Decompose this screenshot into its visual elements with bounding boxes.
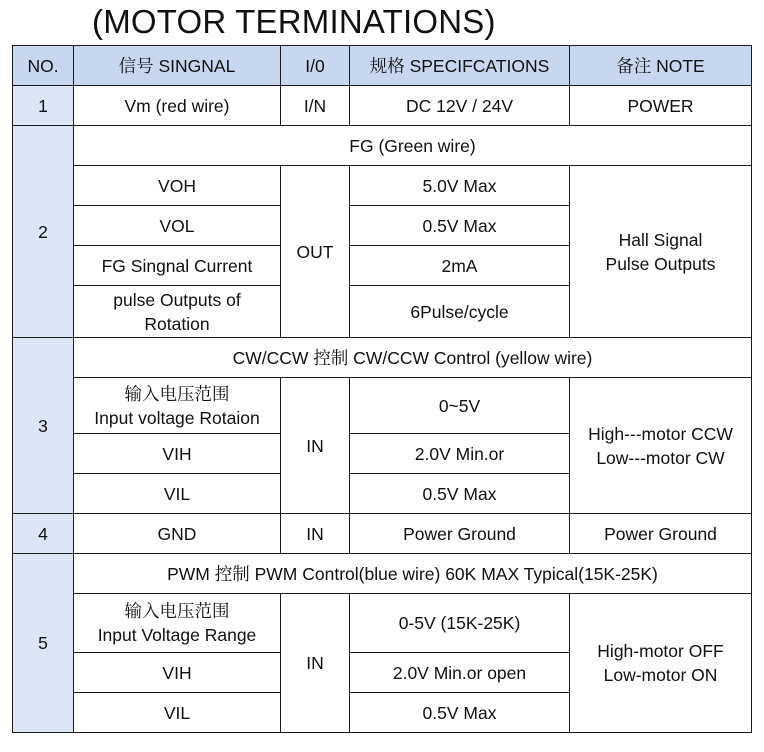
spec-cell: 6Pulse/cycle bbox=[350, 286, 570, 338]
table-row bbox=[13, 166, 752, 206]
signal-line: 输入电压范围 bbox=[124, 383, 230, 404]
note-cell bbox=[570, 166, 752, 338]
row-number-cell: 4 bbox=[13, 514, 74, 554]
motor-terminations-table bbox=[12, 45, 752, 733]
note-cell: Power Ground bbox=[570, 514, 752, 554]
signal-line: Input Voltage Range bbox=[97, 625, 257, 645]
spec-cell: Power Ground bbox=[350, 514, 570, 554]
spec-cell: 5.0V Max bbox=[350, 166, 570, 206]
header-io: I/0 bbox=[281, 46, 350, 86]
io-cell: I/N bbox=[281, 86, 350, 126]
table-row bbox=[13, 594, 752, 653]
spec-cell: 0~5V bbox=[350, 378, 570, 434]
note-line: High-motor OFF bbox=[597, 641, 724, 661]
header-signal: 信号 SINGNAL bbox=[74, 46, 281, 86]
header-note: 备注 NOTE bbox=[570, 46, 752, 86]
io-cell: IN bbox=[281, 594, 350, 733]
signal-cell: VOH bbox=[74, 166, 281, 206]
signal-line: 输入电压范围 bbox=[124, 601, 230, 621]
spec-cell: 2mA bbox=[350, 246, 570, 286]
row-number-cell: 3 bbox=[13, 338, 74, 514]
group-header-cell: CW/CCW 控制 CW/CCW Control (yellow wire) bbox=[74, 338, 752, 378]
signal-cell: VIL bbox=[74, 474, 281, 514]
signal-cell: FG Singnal Current bbox=[74, 246, 281, 286]
table-row bbox=[13, 338, 752, 378]
signal-cell: VIH bbox=[74, 434, 281, 474]
table-row bbox=[13, 514, 752, 554]
note-cell: POWER bbox=[570, 86, 752, 126]
note-cell bbox=[570, 378, 752, 514]
io-cell: IN bbox=[281, 378, 350, 514]
signal-cell: GND bbox=[74, 514, 281, 554]
page-title: (MOTOR TERMINATIONS) bbox=[92, 3, 496, 40]
signal-cell bbox=[74, 594, 281, 653]
spec-cell: 0.5V Max bbox=[350, 693, 570, 733]
note-line: Hall Signal bbox=[618, 229, 703, 250]
header-row bbox=[13, 46, 752, 86]
signal-cell: Vm (red wire) bbox=[74, 86, 281, 126]
table-row bbox=[13, 554, 752, 594]
signal-cell: VIL bbox=[74, 693, 281, 733]
note-line: Pulse Outputs bbox=[605, 253, 716, 274]
signal-cell: VIH bbox=[74, 653, 281, 693]
row-number-cell: 2 bbox=[13, 126, 74, 338]
table-row bbox=[13, 126, 752, 166]
spec-cell: 0.5V Max bbox=[350, 474, 570, 514]
signal-cell: VOL bbox=[74, 206, 281, 246]
signal-line: Input voltage Rotaion bbox=[94, 407, 260, 428]
signal-cell bbox=[74, 286, 281, 338]
io-cell: IN bbox=[281, 514, 350, 554]
spec-cell: DC 12V / 24V bbox=[350, 86, 570, 126]
group-header-cell: PWM 控制 PWM Control(blue wire) 60K MAX Typical(15K-25K) bbox=[74, 554, 752, 594]
note-line: High---motor CCW bbox=[588, 423, 733, 444]
spec-cell: 0.5V Max bbox=[350, 206, 570, 246]
table-row bbox=[13, 86, 752, 126]
spec-cell: 2.0V Min.or open bbox=[350, 653, 570, 693]
header-no: NO. bbox=[13, 46, 74, 86]
signal-cell bbox=[74, 378, 281, 434]
signal-line: Rotation bbox=[144, 313, 210, 334]
table-row bbox=[13, 378, 752, 434]
note-line: Low-motor ON bbox=[603, 665, 718, 685]
group-header-cell: FG (Green wire) bbox=[74, 126, 752, 166]
io-cell: OUT bbox=[281, 166, 350, 338]
row-number-cell: 1 bbox=[13, 86, 74, 126]
signal-line: pulse Outputs of bbox=[113, 289, 241, 310]
note-line: Low---motor CW bbox=[596, 447, 725, 468]
spec-cell: 2.0V Min.or bbox=[350, 434, 570, 474]
spec-cell: 0-5V (15K-25K) bbox=[350, 594, 570, 653]
row-number-cell: 5 bbox=[13, 554, 74, 733]
header-spec: 规格 SPECIFCATIONS bbox=[350, 46, 570, 86]
note-cell bbox=[570, 594, 752, 733]
